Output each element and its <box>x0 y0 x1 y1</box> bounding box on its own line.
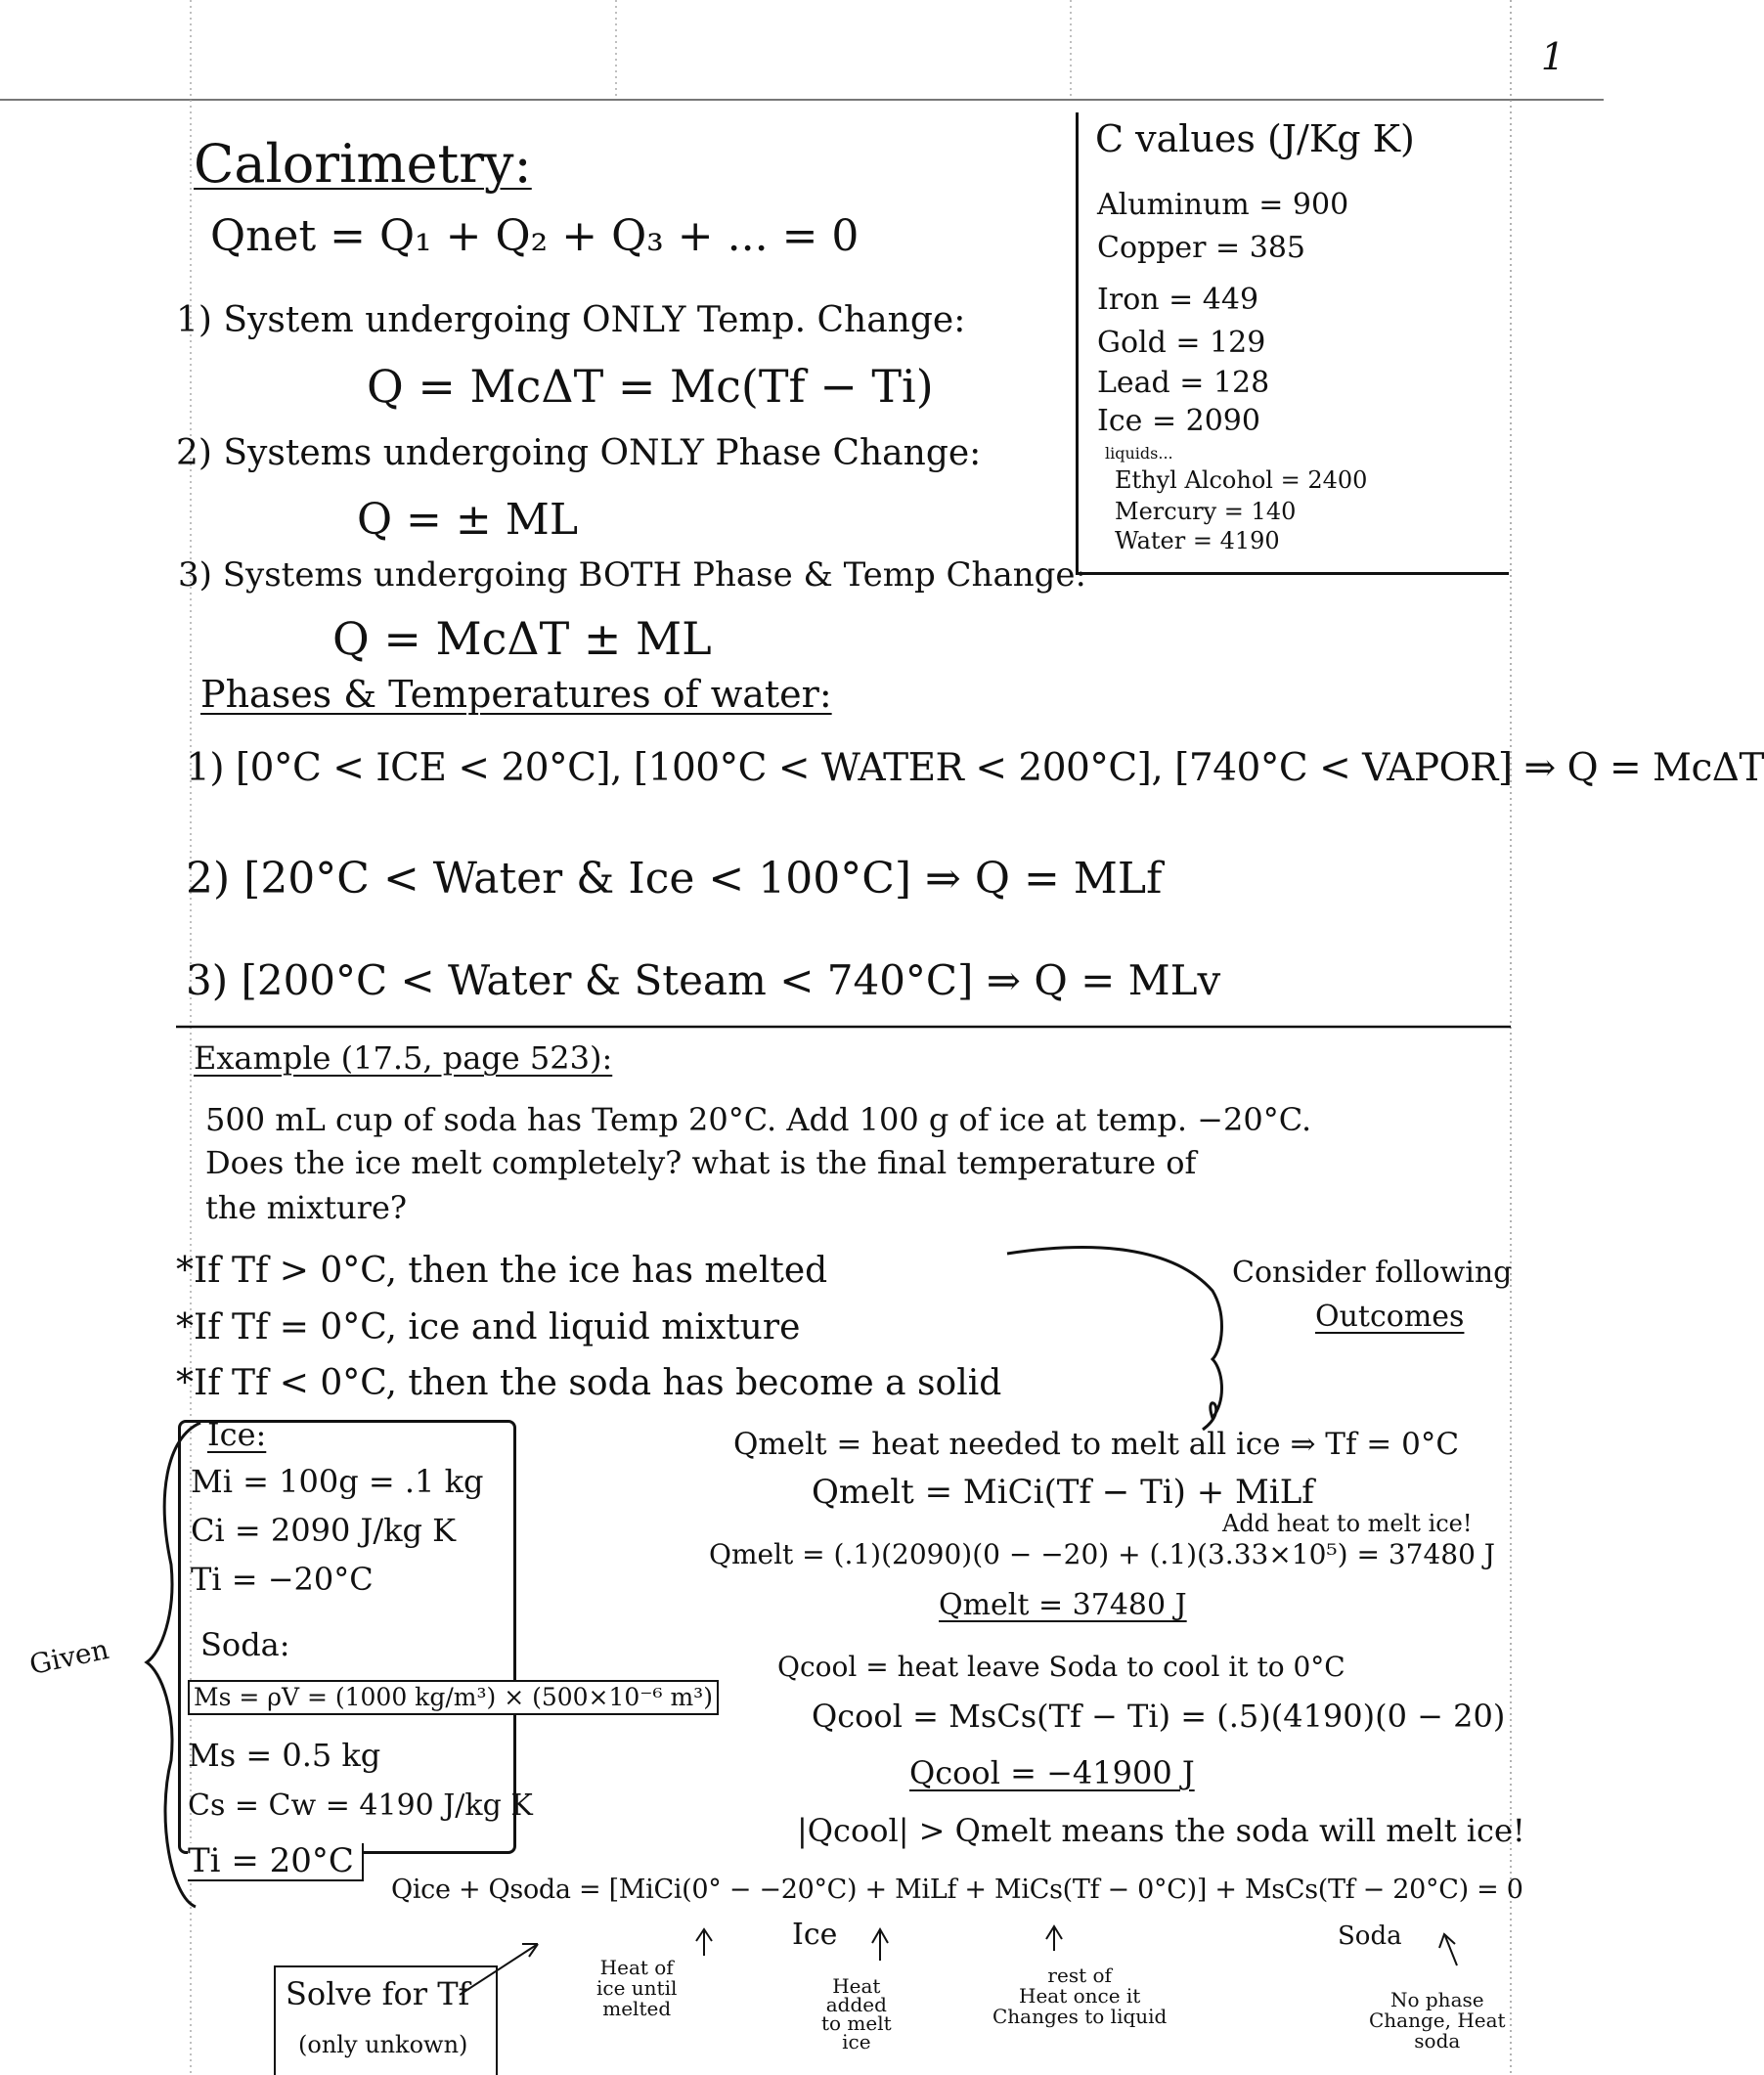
soda-annotation: Soda <box>1338 1921 1402 1951</box>
compare-statement: |Qcool| > Qmelt means the soda will melt ice! <box>797 1812 1525 1849</box>
given-ice-temp: Ti = −20°C <box>191 1561 374 1598</box>
final-equation: Qice + Qsoda = [MiCi(0° − −20°C) + MiLf + MiCs(Tf − 0°C)] + MsCs(Tf − 20°C) = 0 <box>391 1875 1523 1905</box>
given-soda-title: Soda: <box>200 1626 290 1663</box>
annotation-no-phase-change: No phase Change, Heat soda <box>1369 1988 1506 2053</box>
qmelt-definition: Qmelt = heat needed to melt all ice ⇒ Tf = 0°C <box>733 1427 1460 1462</box>
outcome-2: *If Tf = 0°C, ice and liquid mixture <box>176 1307 801 1347</box>
outcome-3: *If Tf < 0°C, then the soda has become a solid <box>176 1363 1002 1403</box>
annotation-rest-of-heat: rest of Heat once it Changes to liquid <box>992 1964 1168 2028</box>
c-value-ethyl-alcohol: Ethyl Alcohol = 2400 <box>1115 466 1368 494</box>
example-line-1: 500 mL cup of soda has Temp 20°C. Add 100 g of ice at temp. −20°C. <box>205 1101 1312 1138</box>
given-side-label: Given <box>26 1632 112 1682</box>
case3-label: 3) Systems undergoing BOTH Phase & Temp Change: <box>178 555 1086 595</box>
example-title: Example (17.5, page 523): <box>194 1039 613 1077</box>
c-value-aluminum: Aluminum = 900 <box>1097 188 1349 222</box>
c-value-iron: Iron = 449 <box>1097 283 1259 317</box>
phase-line-2: 2) [20°C < Water & Ice < 100°C] ⇒ Q = MLf <box>186 854 1163 904</box>
qcool-equation: Qcool = MsCs(Tf − Ti) = (.5)(4190)(0 − 20) <box>812 1698 1506 1735</box>
example-line-3: the mixture? <box>205 1189 408 1226</box>
c-value-ice: Ice = 2090 <box>1097 404 1260 438</box>
case2-equation: Q = ± ML <box>357 495 579 545</box>
c-values-liquids-label: liquids... <box>1105 444 1173 463</box>
given-ice-title: Ice: <box>207 1416 267 1453</box>
solve-sublabel: (only unkown) <box>298 2031 468 2058</box>
annotation-heat-to-melt: Heat added to melt ice <box>821 1974 892 2053</box>
phases-title: Phases & Temperatures of water: <box>200 673 832 716</box>
c-values-title: C values (J/Kg K) <box>1095 117 1415 160</box>
given-ice-c: Ci = 2090 J/kg K <box>191 1512 457 1549</box>
qcool-definition: Qcool = heat leave Soda to cool it to 0°C <box>777 1651 1345 1683</box>
solve-label: Solve for Tf <box>286 1975 470 2012</box>
qmelt-numeric: Qmelt = (.1)(2090)(0 − −20) + (.1)(3.33×10⁵) = 37480 J <box>709 1538 1496 1570</box>
qcool-result: Qcool = −41900 J <box>909 1754 1195 1791</box>
c-value-gold: Gold = 129 <box>1097 326 1266 360</box>
outcome-1: *If Tf > 0°C, then the ice has melted <box>176 1251 828 1291</box>
given-soda-c: Cs = Cw = 4190 J/kg K <box>188 1788 533 1823</box>
phase-line-1: 1) [0°C < ICE < 20°C], [100°C < WATER < 200°C], [740°C < VAPOR] ⇒ Q = McΔT <box>186 746 1764 790</box>
add-heat-note: Add heat to melt ice! <box>1222 1510 1473 1537</box>
case1-label: 1) System undergoing ONLY Temp. Change: <box>176 300 966 340</box>
qmelt-equation: Qmelt = MiCi(Tf − Ti) + MiLf <box>812 1473 1314 1512</box>
annotation-heat-until-melted: Heat of ice until melted <box>596 1956 678 2020</box>
case2-label: 2) Systems undergoing ONLY Phase Change: <box>176 433 982 473</box>
qnet-equation: Qnet = Q₁ + Q₂ + Q₃ + ... = 0 <box>210 211 860 261</box>
case3-equation: Q = McΔT ± ML <box>332 612 712 665</box>
page-title: Calorimetry: <box>194 133 532 195</box>
outcomes-label: Outcomes <box>1315 1300 1465 1334</box>
given-ice-mass: Mi = 100g = .1 kg <box>191 1463 484 1500</box>
page-number: 1 <box>1540 35 1565 78</box>
given-soda-mass-eq: Ms = ρV = (1000 kg/m³) × (500×10⁻⁶ m³) <box>188 1680 719 1715</box>
consider-label: Consider following <box>1232 1256 1513 1290</box>
phase-line-3: 3) [200°C < Water & Steam < 740°C] ⇒ Q = MLv <box>186 956 1221 1004</box>
c-value-copper: Copper = 385 <box>1097 231 1305 265</box>
c-value-mercury: Mercury = 140 <box>1115 498 1297 525</box>
qmelt-result: Qmelt = 37480 J <box>939 1588 1187 1622</box>
case1-equation: Q = McΔT = Mc(Tf − Ti) <box>367 360 934 413</box>
c-value-lead: Lead = 128 <box>1097 366 1270 400</box>
ice-annotation: Ice <box>792 1918 838 1952</box>
given-soda-mass: Ms = 0.5 kg <box>188 1737 381 1774</box>
example-line-2: Does the ice melt completely? what is the final temperature of <box>205 1144 1197 1181</box>
given-soda-temp: Ti = 20°C <box>188 1843 364 1881</box>
c-value-water: Water = 4190 <box>1115 527 1280 554</box>
